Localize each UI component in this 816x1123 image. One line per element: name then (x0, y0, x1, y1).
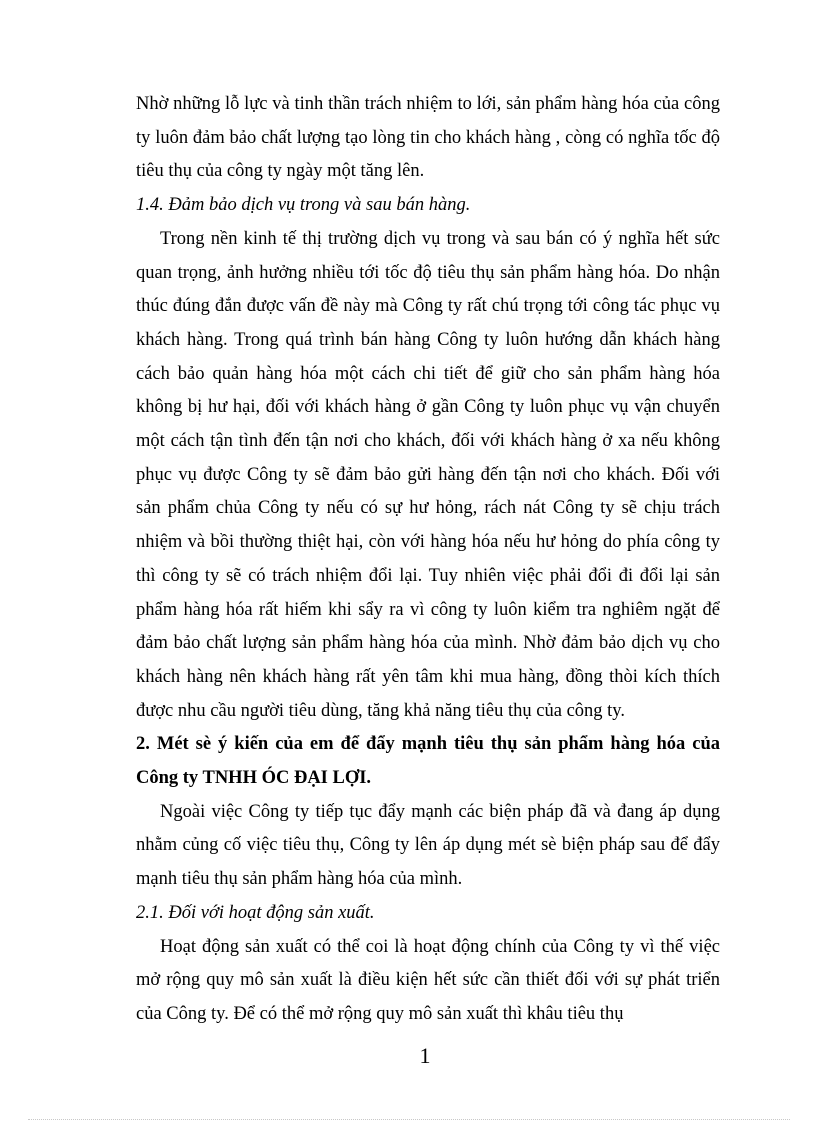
section-heading-2: 2. Mét sè ý kiến của em để đẩy mạnh tiêu thụ sản phẩm hàng hóa của Công ty TNHH ÓC ĐẠI LỢI. (136, 734, 720, 789)
footer-divider (28, 1119, 790, 1120)
section-heading-1-4: 1.4. Đảm bảo dịch vụ trong và sau bán hàng. (136, 195, 471, 216)
paragraph-after-sales-service: Trong nền kinh tế thị trường dịch vụ trong và sau bán có ý nghĩa hết sức quan trọng, ảnh hưởng nhiều tới tốc độ tiêu thụ sản phẩm hàng hóa. Do nhận thúc đúng đắn được vấn đề này mà Công ty rất chú trọng tới công tác phục vụ khách hàng. Trong quá trình bán hàng Công ty luôn hướng dẫn khách hàng cách bảo quản hàng hóa một cách chi tiết để giữ cho sản phẩm hàng hóa không bị hư hại, đối với khách hàng ở gần Công ty luôn phục vụ vận chuyển một cách tận tình đến tận nơi cho khách, đối với khách hàng ở xa nếu không phục vụ được Công ty sẽ đảm bảo gửi hàng đến tận nơi cho khách. Đối với sản phẩm chủa Công ty nếu có sự hư hỏng, rách nát Công ty sẽ chịu trách nhiệm và bồi thường thiệt hại, còn với hàng hóa nếu hư hỏng do phía công ty thì công ty sẽ có trách nhiệm đổi lại. Tuy nhiên việc phải đổi đi đổi lại sản phẩm hàng hóa rất hiếm khi sẩy ra vì công ty luôn kiểm tra nghiêm ngặt để đảm bảo chất lượng sản phẩm hàng hóa của mình. Nhờ đảm bảo dịch vụ cho khách hàng nên khách hàng rất yên tâm khi mua hàng, đồng thòi kích thích được nhu cầu người tiêu dùng, tăng khả năng tiêu thụ của công ty. (136, 228, 720, 721)
page-number: 1 (419, 1043, 431, 1068)
document-page (136, 88, 720, 1032)
paragraph-product-quality: Nhờ những lỗ lực và tinh thần trách nhiệm to lới, sản phẩm hàng hóa của công ty luôn đảm bảo chất lượng tạo lòng tin cho khách hàng , còng có nghĩa tốc độ tiêu thụ của công ty ngày một tăng lên. (136, 94, 720, 182)
section-heading-2-1: 2.1. Đối với hoạt động sản xuất. (136, 902, 375, 923)
paragraph-production-activity: Hoạt động sản xuất có thể coi là hoạt động chính của Công ty vì thế việc mở rộng quy mô sản xuất là điều kiện hết sức cần thiết đối với sự phát triển của Công ty. Để có thể mở rộng quy mô sản xuất thì khâu tiêu thụ (136, 936, 720, 1024)
paragraph-measures-intro: Ngoài việc Công ty tiếp tục đẩy mạnh các biện pháp đã và đang áp dụng nhằm củng cố việc tiêu thụ, Công ty lên áp dụng mét sè biện pháp sau để đẩy mạnh tiêu thụ sản phẩm hàng hóa của mình. (136, 801, 720, 890)
